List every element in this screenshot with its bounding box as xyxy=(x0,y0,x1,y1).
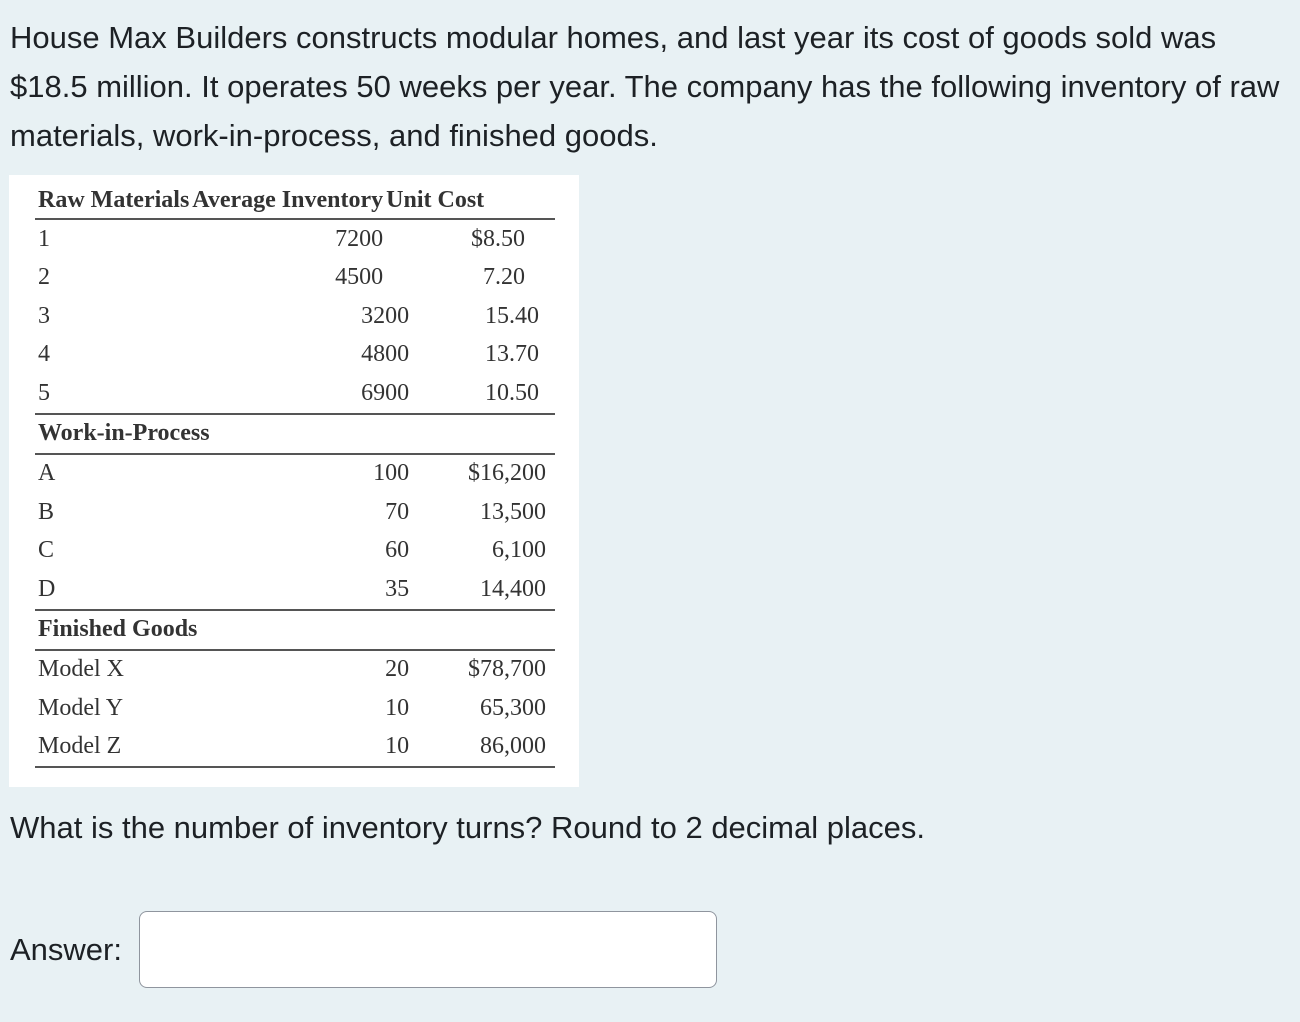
rm-qty: 7200 xyxy=(335,225,384,252)
wip-item: A xyxy=(38,460,56,487)
fg-section-label: Finished Goods xyxy=(35,610,555,650)
fg-cost: 86,000 xyxy=(383,728,555,768)
question-intro: House Max Builders constructs modular homes, and last year its cost of goods sold was $18.5 million. It operates 50 weeks per year. The company has the following inventory of raw materials, work-in-process, and finished goods. xyxy=(10,20,1280,153)
table-row xyxy=(35,374,555,414)
wip-cost: $16,200 xyxy=(468,460,546,487)
inventory-table-image xyxy=(9,175,579,787)
header-unit-cost: Unit Cost xyxy=(383,183,555,219)
fg-qty: 10 xyxy=(215,728,409,768)
table-row xyxy=(35,728,555,768)
table-row xyxy=(35,532,555,571)
table-row xyxy=(35,650,555,690)
wip-cost: 6,100 xyxy=(492,537,546,564)
wip-qty: 100 xyxy=(373,460,410,487)
answer-input[interactable] xyxy=(139,911,717,988)
rm-cost: 7.20 xyxy=(483,264,525,291)
fg-qty: 10 xyxy=(385,694,410,721)
table-header-row xyxy=(35,183,555,219)
wip-item: C xyxy=(38,537,55,564)
table-row xyxy=(35,259,555,298)
rm-item: 5 xyxy=(38,379,50,406)
rm-qty: 6900 xyxy=(361,379,410,406)
table-row xyxy=(35,297,555,336)
header-average-inventory: Average Inventory xyxy=(189,183,383,219)
wip-qty: 60 xyxy=(385,537,410,564)
wip-qty: 70 xyxy=(385,498,410,525)
wip-cost: 14,400 xyxy=(480,575,546,602)
header-raw-materials: Raw Materials xyxy=(35,183,189,219)
wip-section-label: Work-in-Process xyxy=(35,414,555,454)
fg-section-row xyxy=(35,610,555,650)
question-prompt: What is the number of inventory turns? Round to 2 decimal places. xyxy=(10,810,925,845)
rm-qty: 3200 xyxy=(361,302,410,329)
table-row xyxy=(35,493,555,532)
table-row xyxy=(35,336,555,375)
rm-item: 4 xyxy=(38,341,50,368)
rm-cost: 15.40 xyxy=(485,302,539,329)
rm-item: 1 xyxy=(38,225,50,252)
table-row xyxy=(35,454,555,494)
fg-qty: 20 xyxy=(385,656,410,683)
wip-cost: 13,500 xyxy=(480,498,546,525)
wip-item: B xyxy=(38,498,55,525)
wip-section-row xyxy=(35,414,555,454)
rm-item: 2 xyxy=(38,264,50,291)
rm-item: 3 xyxy=(38,302,50,329)
table-row xyxy=(35,219,555,259)
wip-qty: 35 xyxy=(385,575,410,602)
table-row xyxy=(35,570,555,610)
fg-cost: 65,300 xyxy=(480,694,546,721)
wip-item: D xyxy=(38,575,56,602)
rm-cost: 13.70 xyxy=(485,341,539,368)
fg-item: Model X xyxy=(38,656,124,683)
rm-cost: $8.50 xyxy=(471,225,525,252)
rm-cost: 10.50 xyxy=(485,379,539,406)
table-row xyxy=(35,689,555,728)
fg-item: Model Y xyxy=(38,694,124,721)
inventory-table xyxy=(35,183,555,768)
fg-item: Model Z xyxy=(35,728,189,768)
rm-qty: 4500 xyxy=(335,264,384,291)
fg-cost: $78,700 xyxy=(468,656,546,683)
answer-label: Answer: xyxy=(10,932,122,967)
rm-qty: 4800 xyxy=(361,341,410,368)
